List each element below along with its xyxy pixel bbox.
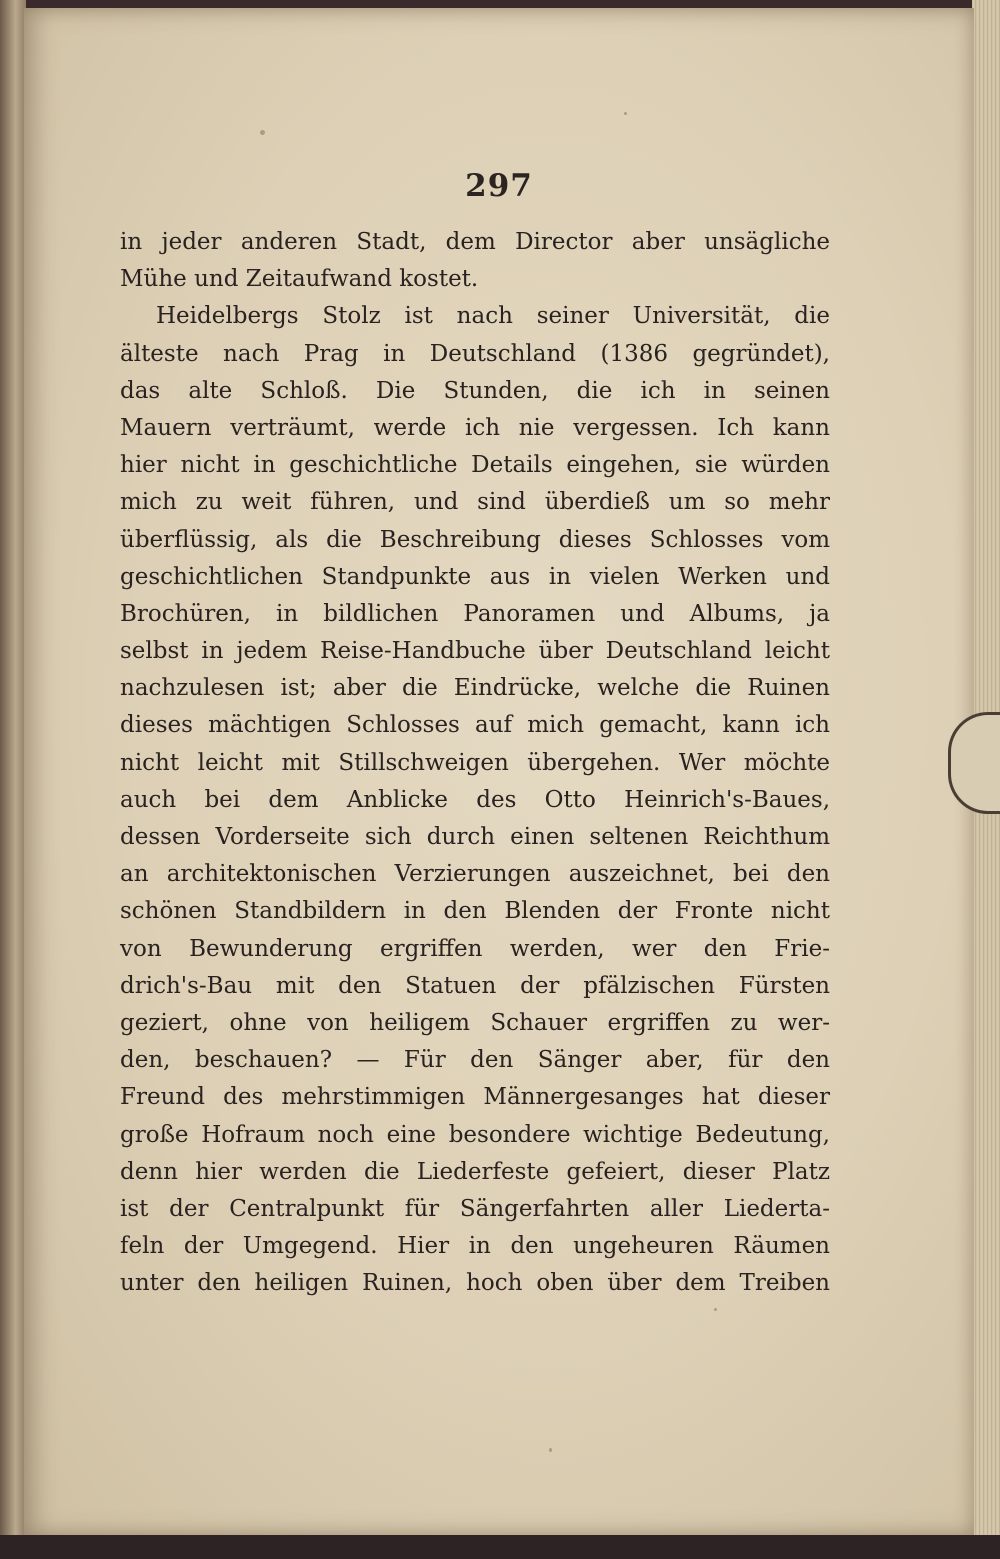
text-line: in jeder anderen Stadt, dem Director aber unsägliche — [120, 229, 830, 255]
text-line: feln der Umgegend. Hier in den ungeheuren Räumen — [120, 1233, 830, 1260]
text-line: mich zu weit führen, und sind überdieß um so mehr — [120, 489, 830, 516]
text-line: an architektonischen Verzierungen auszeichnet, bei den — [120, 861, 830, 888]
text-line: Mühe und Zeitaufwand kostet. — [120, 266, 479, 293]
text-line: den, beschauen? — Für den Sänger aber, für den — [120, 1047, 830, 1074]
text-line: drich's-Bau mit den Statuen der pfälzischen Fürsten — [120, 972, 830, 999]
text-line: nachzulesen ist; aber die Eindrücke, welche die Ruinen — [120, 675, 830, 702]
text-line: Heidelbergs Stolz ist nach seiner Universität, die — [156, 303, 830, 330]
text-line: auch bei dem Anblicke des Otto Heinrich's-Baues, — [120, 786, 830, 813]
text-line: von Bewunderung ergriffen werden, wer den Frie- — [120, 935, 830, 962]
text-line: Mauern verträumt, werde ich nie vergessen. Ich kann — [120, 414, 830, 441]
text-line: hier nicht in geschichtliche Details eingehen, sie würden — [120, 452, 830, 479]
text-line: nicht leicht mit Stillschweigen übergehen. Wer möchte — [120, 749, 830, 776]
text-line: geschichtlichen Standpunkte aus in vielen Werken und — [120, 563, 830, 590]
text-line: dessen Vorderseite sich durch einen seltenen Reichthum — [120, 824, 830, 850]
page-clip — [948, 712, 1000, 814]
previous-page-edge — [0, 0, 26, 1559]
text-line: geziert, ohne von heiligem Schauer ergriffen zu wer- — [120, 1009, 830, 1036]
paper-speck — [624, 112, 627, 115]
text-line: schönen Standbildern in den Blenden der Fronte nicht — [120, 898, 830, 925]
bottom-edge — [0, 1535, 1000, 1559]
text-line: unter den heiligen Ruinen, hoch oben über dem Treiben — [120, 1270, 830, 1297]
text-line: Brochüren, in bildlichen Panoramen und Albums, ja — [120, 600, 830, 627]
paper-speck — [549, 1448, 552, 1452]
text-line: älteste nach Prag in Deutschland (1386 gegründet), — [120, 340, 830, 367]
paper-speck — [714, 1308, 717, 1311]
text-line: große Hofraum noch eine besondere wichtige Bedeutung, — [120, 1121, 830, 1148]
text-line: denn hier werden die Liederfeste gefeiert, dieser Platz — [120, 1158, 830, 1185]
text-line: überflüssig, als die Beschreibung dieses Schlosses vom — [120, 526, 830, 553]
paper-speck — [260, 130, 265, 135]
text-line: selbst in jedem Reise-Handbuche über Deutschland leicht — [120, 638, 830, 665]
body-text — [120, 224, 830, 1302]
text-line: dieses mächtigen Schlosses auf mich gemacht, kann ich — [120, 712, 830, 739]
text-line: Freund des mehrstimmigen Männergesanges hat dieser — [120, 1084, 830, 1111]
text-line: ist der Centralpunkt für Sängerfahrten aller Liederta- — [120, 1195, 830, 1222]
page-number: 297 — [465, 168, 533, 204]
text-line: das alte Schloß. Die Stunden, die ich in seinen — [120, 377, 830, 404]
book-page — [24, 8, 974, 1536]
